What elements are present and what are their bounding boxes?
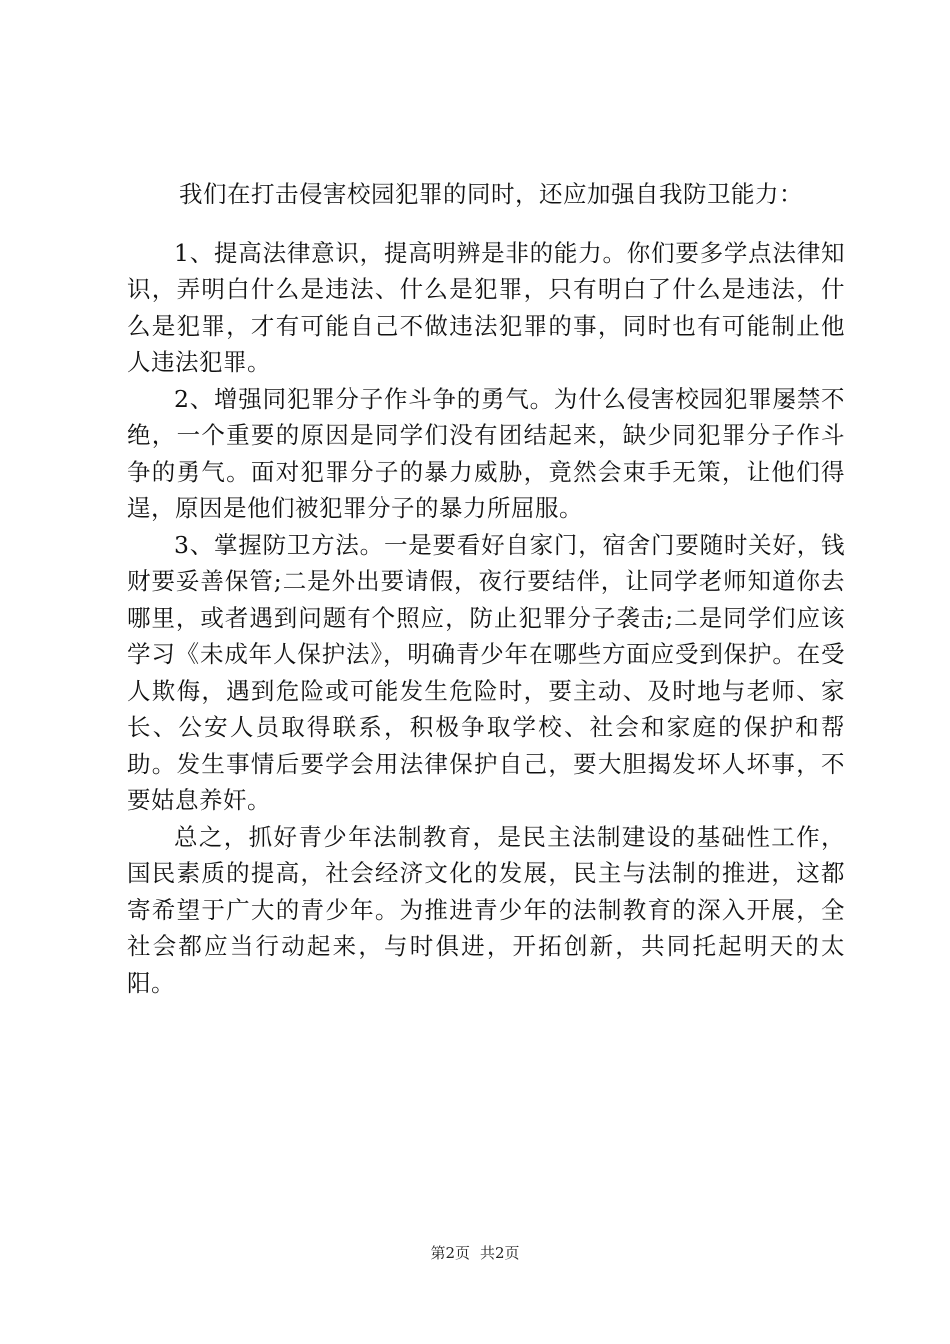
page-number: 第2页 [430,1244,470,1262]
paragraph-conclusion: 总之，抓好青少年法制教育，是民主法制建设的基础性工作，国民素质的提高，社会经济文化的发展，民主与法制的推进，这都寄希望于广大的青少年。为推进青少年的法制教育的深入开展，全社会都应当行动起来，与时俱进，开拓创新，共同托起明天的太阳。 [127,822,845,997]
paragraph-defense-methods: 3、掌握防卫方法。一是要看好自家门，宿舍门要随时关好，钱财要妥善保管;二是外出要请假，夜行要结伴，让同学老师知道你去哪里，或者遇到问题有个照应，防止犯罪分子袭击;二是同学们应该学习《未成年人保护法》，明确青少年在哪些方面应受到保护。在受人欺侮，遇到危险或可能发生危险时，要主动、及时地与老师、家长、公安人员取得联系，积极争取学校、社会和家庭的保护和帮助。发生事情后要学会用法律保护自己，要大胆揭发坏人坏事，不要姑息养奸。 [127,530,845,814]
page-footer [0,1243,950,1263]
document-body [127,176,845,1001]
paragraph-legal-awareness: 1、提高法律意识，提高明辨是非的能力。你们要多学点法律知识，弄明白什么是违法、什么是犯罪，只有明白了什么是违法，什么是犯罪，才有可能自己不做违法犯罪的事，同时也有可能制止他人违法犯罪。 [127,238,845,376]
page-total: 共2页 [480,1244,520,1262]
intro-line: 我们在打击侵害校园犯罪的同时，还应加强自我防卫能力： [179,180,803,208]
paragraph-courage: 2、增强同犯罪分子作斗争的勇气。为什么侵害校园犯罪屡禁不绝，一个重要的原因是同学们没有团结起来，缺少同犯罪分子作斗争的勇气。面对犯罪分子的暴力威胁，竟然会束手无策，让他们得逞，原因是他们被犯罪分子的暴力所屈服。 [127,384,845,522]
